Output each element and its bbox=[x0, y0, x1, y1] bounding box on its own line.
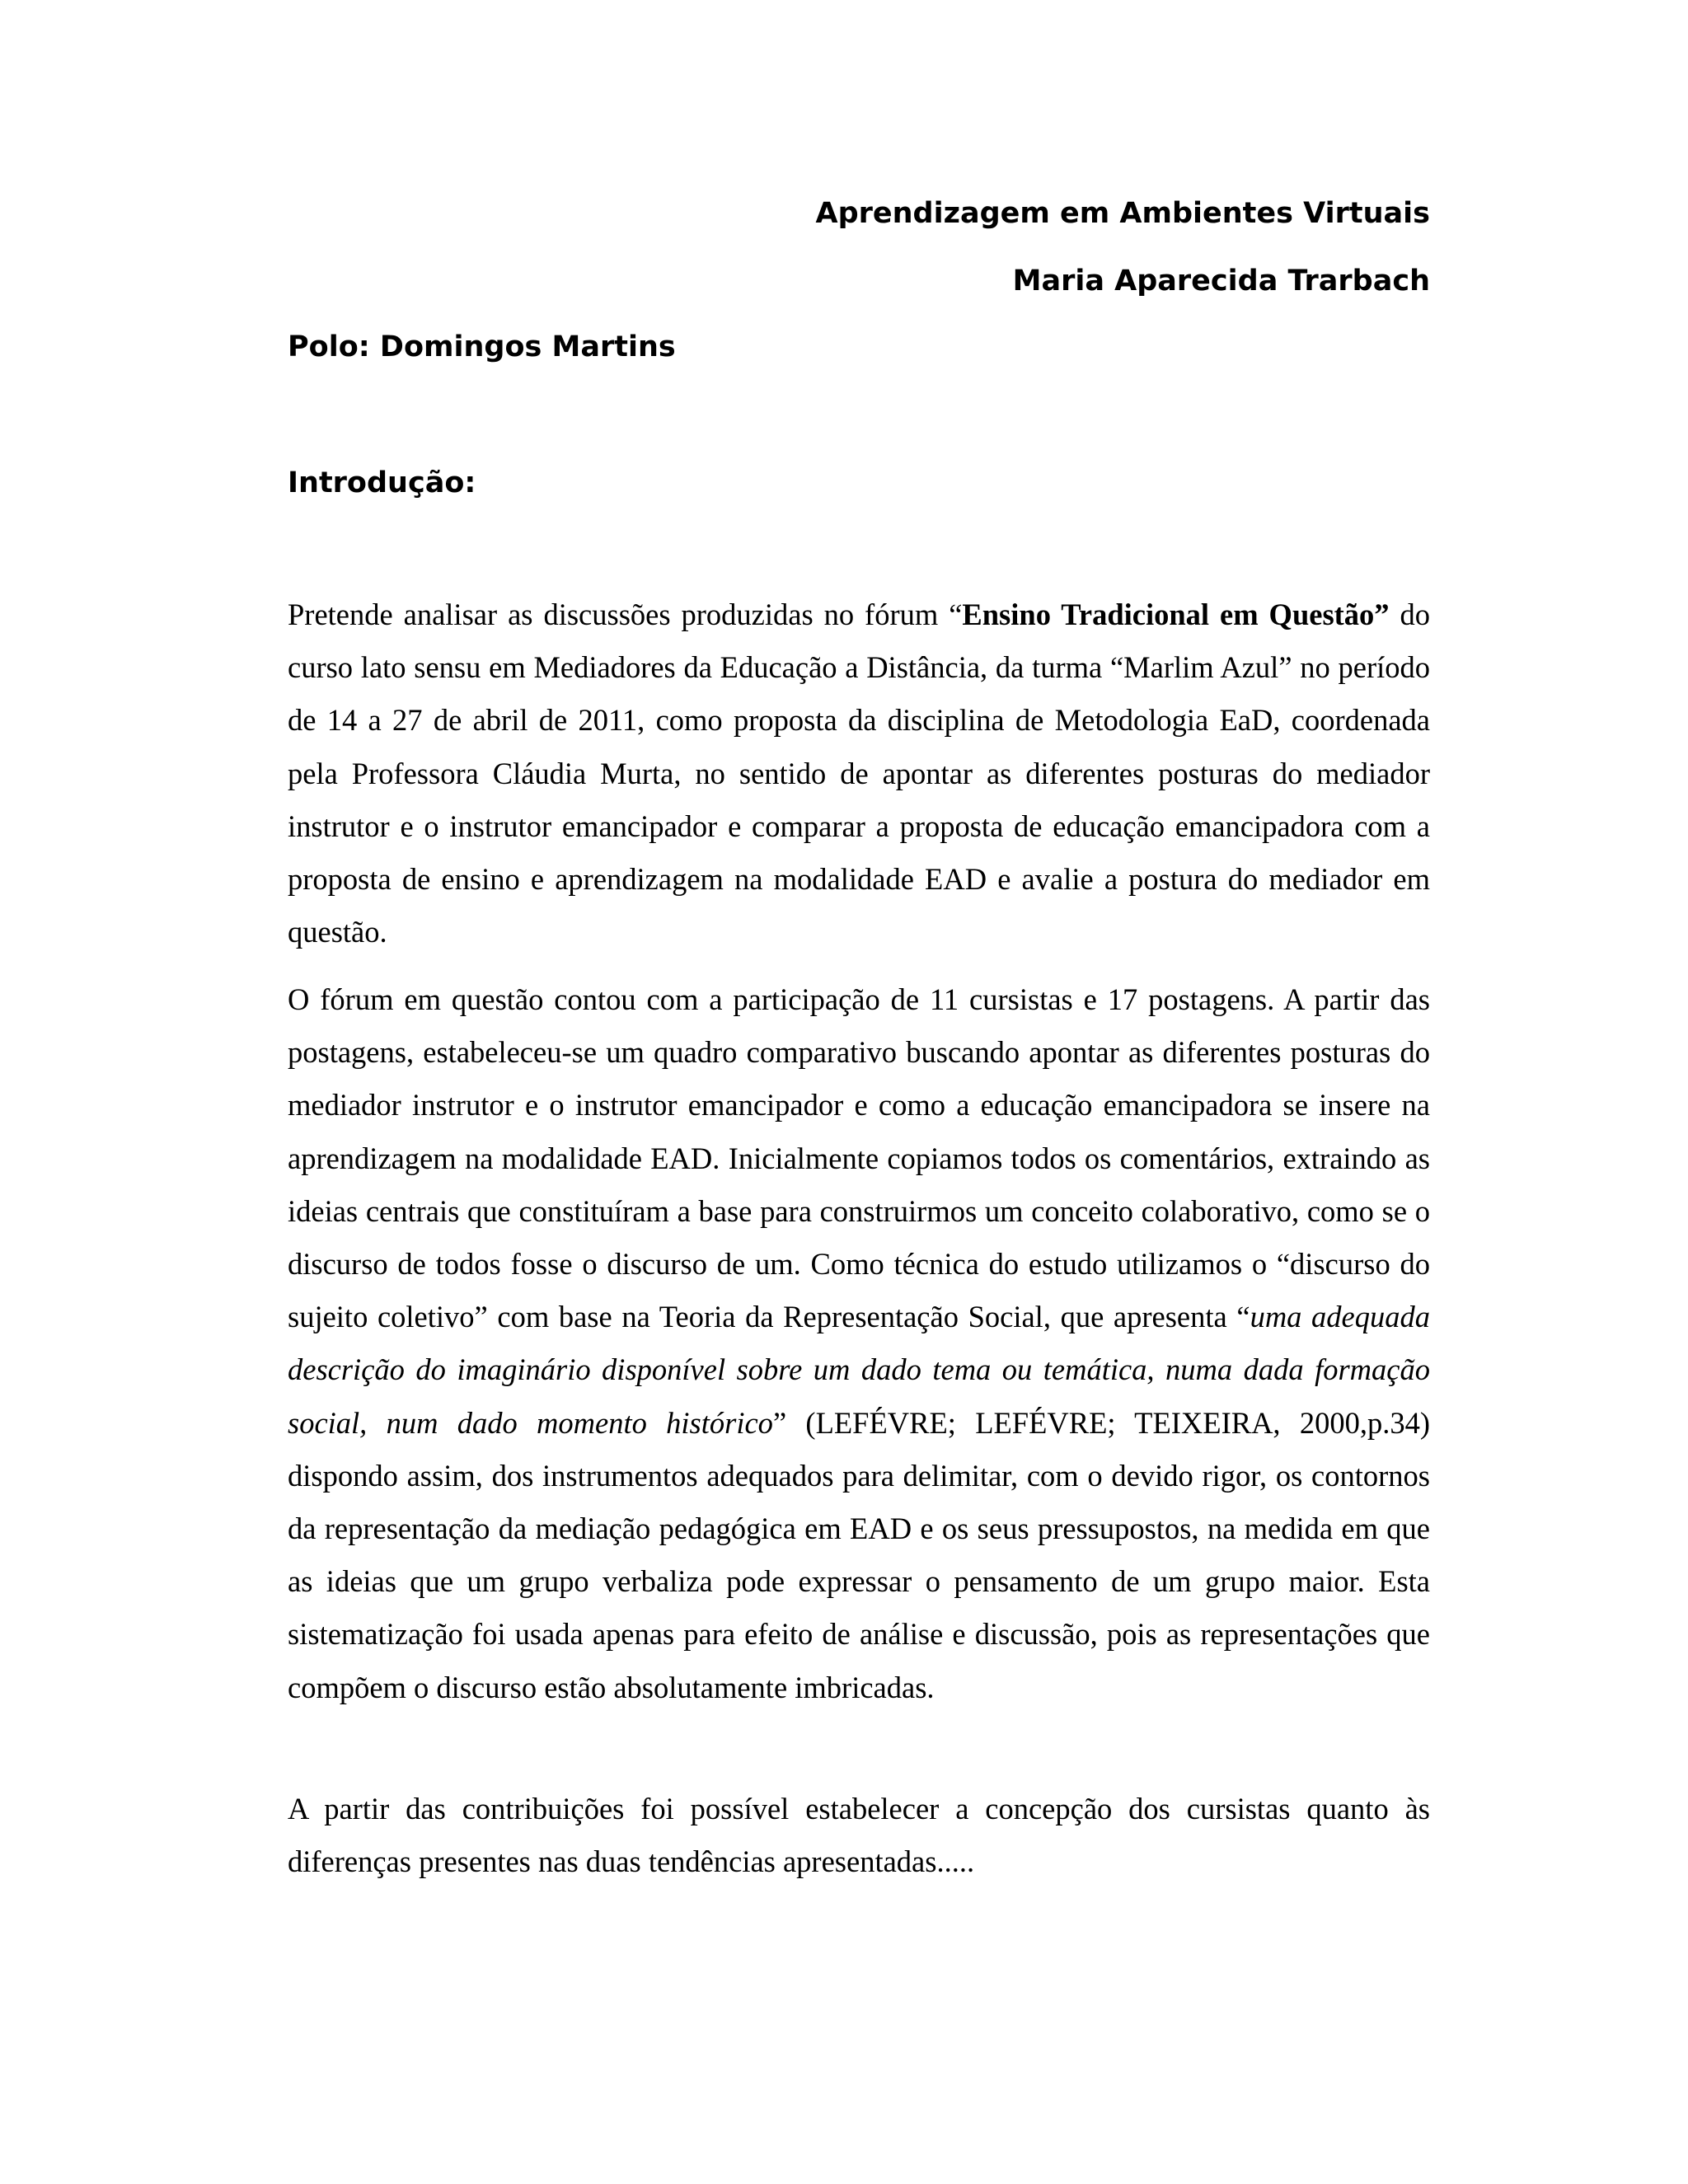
course-title: Aprendizagem em Ambientes Virtuais bbox=[815, 197, 1430, 230]
paragraph-method-part-b: ” (LEFÉVRE; LEFÉVRE; TEIXEIRA, 2000,p.34) dispondo assim, dos instrumentos adequados para delimitar, com o devido rigor, os contornos da representação da mediação pedagógica em EAD e os seus pressupostos, na medida em que as ideias que um grupo verbaliza pode expressar o pensamento de um grupo maior. Esta sistematização foi usada apenas para efeito de análise e discussão, pois as representações que compõem o discurso estão absolutamente imbricadas. bbox=[288, 1405, 1430, 1704]
polo-label: Polo: Domingos Martins bbox=[288, 330, 676, 363]
paragraph-intro-part-a: Pretende analisar as discussões produzidas no fórum “ bbox=[288, 598, 963, 631]
paragraph-intro-part-b: do curso lato sensu em Mediadores da Educação a Distância, da turma “Marlim Azul” no período de 14 a 27 de abril de 2011, como proposta da disciplina de Metodologia EaD, coordenada pela Professora Cláudia Murta, no sentido de apontar as diferentes posturas do mediador instrutor e o instrutor emancipador e comparar a proposta de educação emancipadora com a proposta de ensino e aprendizagem na modalidade EAD e avalie a postura do mediador em questão. bbox=[288, 598, 1431, 949]
paragraph-intro bbox=[288, 588, 1430, 958]
paragraph-method-part-a: O fórum em questão contou com a participação de 11 cursistas e 17 postagens. A partir das postagens, estabeleceu-se um quadro comparativo buscando apontar as diferentes posturas do mediador instrutor e o instrutor emancipador e como a educação emancipadora se insere na aprendizagem na modalidade EAD. Inicialmente copiamos todos os comentários, extraindo as ideias centrais que constituíram a base para construirmos um conceito colaborativo, como se o discurso de todos fosse o discurso de um. Como técnica do estudo utilizamos o “discurso do sujeito coletivo” com base na Teoria da Representação Social, que apresenta “ bbox=[288, 982, 1430, 1334]
forum-title-bold: Ensino Tradicional em Questão” bbox=[962, 598, 1390, 631]
author-name: Maria Aparecida Trarbach bbox=[1012, 265, 1430, 298]
section-heading: Introdução: bbox=[288, 466, 476, 499]
paragraph-conclusion: A partir das contribuições foi possível estabelecer a concepção dos cursistas quanto às diferenças presentes nas duas tendências apresentadas..... bbox=[288, 1792, 1430, 1879]
quote-italic: uma adequada descrição do imaginário disponível sobre um dado tema ou temática, numa dada formação social, num dado momento histórico bbox=[288, 1300, 1431, 1440]
paragraph-method bbox=[288, 973, 1430, 1714]
